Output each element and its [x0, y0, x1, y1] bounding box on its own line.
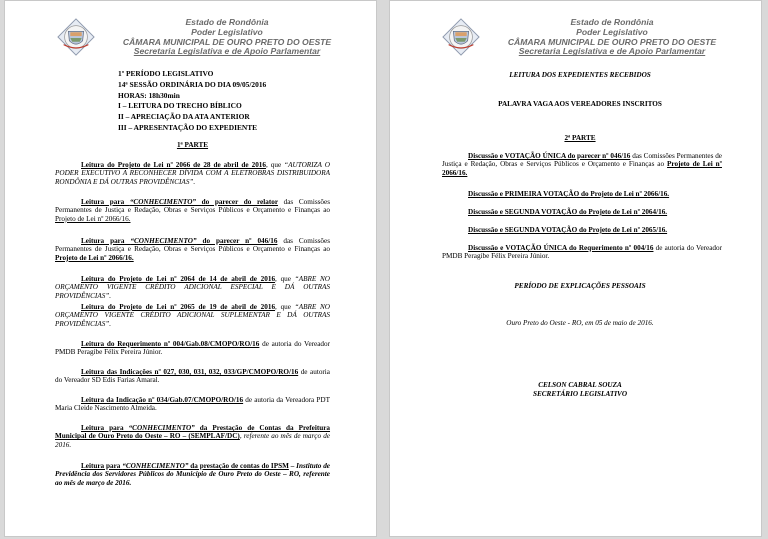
- letterhead: [57, 18, 357, 60]
- agenda-item: Leitura para “CONHECIMENTO” da Prestação de Contas da Prefeitura Municipal de Ouro Preto do Oeste – RO – (SEMPLAF/DC), referente ao mês de março de 2016.: [55, 424, 331, 449]
- reading-title: LEITURA DOS EXPEDIENTES RECEBIDOS: [509, 71, 651, 79]
- header-secretariat: Secretaria Legislativa e de Apoio Parlamentar: [518, 46, 706, 57]
- agenda-item: Leitura do Projeto de Lei nº 2065 de 19 de abril de 2016, que “ABRE NO ORÇAMENTO VIGENTE CRÉDITO ADICIONAL SUPLEMENTAR E DÁ OUTRAS PROVIDÊNCIAS”.: [55, 303, 330, 328]
- agenda-item: Leitura do Projeto de Lei nº 2066 de 28 de abril de 2016, que “AUTORIZA O PODER EXECUTIVO A RECONHECER DÍVIDA COM A ELETROBRAS DISTRIBUIDORA RONDÔNIA E DÁ OUTRAS PROVIDÊNCIAS”.: [55, 161, 330, 186]
- agenda-item: Leitura para “CONHECIMENTO” do parecer do relator das Comissões Permanentes de Justiça e Redação, Obras e Serviços Públicos e Orçamento e Finanças ao Projeto de Lei nº 2066/16.: [55, 198, 331, 223]
- municipal-seal-icon: [442, 18, 480, 56]
- header-chamber: CÂMARA MUNICIPAL DE OURO PRETO DO OESTE: [122, 36, 332, 47]
- header-power: Poder Legislativo: [576, 26, 648, 37]
- session-line: III – APRESENTAÇÃO DO EXPEDIENTE: [118, 122, 258, 132]
- header-secretariat: Secretaria Legislativa e de Apoio Parlamentar: [133, 46, 321, 57]
- part-2-title: 2ª PARTE: [564, 134, 596, 142]
- agenda-item: Leitura da Indicação nº 034/Gab.07/CMOPO/RO/16 de autoria da Vereadora PDT Maria Cleide Nascimento Almeida.: [55, 396, 330, 413]
- session-line: 14ª SESSÃO ORDINÁRIA DO DIA 09/05/2016: [118, 79, 267, 89]
- session-line: 1º PERÍODO LEGISLATIVO: [118, 69, 214, 78]
- agenda-item: Discussão e SEGUNDA VOTAÇÃO do Projeto de Lei nº 2065/16.: [468, 226, 668, 234]
- signer-name: CELSON CABRAL SOUZA: [538, 381, 622, 389]
- agenda-item: Discussão e VOTAÇÃO ÚNICA do parecer nº 046/16 das Comissões Permanentes de Justiça e Redação, Obras e Serviços Públicos e Orçamento e Finanças ao Projeto de Lei nº 2066/16.: [442, 152, 722, 177]
- agenda-item: Leitura para “CONHECIMENTO” da prestação de contas do IPSM – Instituto de Previdência dos Servidores Públicos do Município de Ouro Preto do Oeste – RO, referente ao mês de março de 2016.: [55, 462, 330, 487]
- signer-role: SECRETÁRIO LEGISLATIVO: [532, 389, 628, 398]
- agenda-item: Leitura das Indicações nº 027, 030, 031, 032, 033/GP/CMOPO/RO/16 de autoria do Vereador SD Edis Farias Amaral.: [55, 368, 330, 385]
- part-1-title: 1ª PARTE: [176, 141, 209, 149]
- document-page-1: [4, 0, 377, 537]
- header-state: Estado de Rondônia: [185, 17, 269, 27]
- agenda-item: Discussão e SEGUNDA VOTAÇÃO do Projeto de Lei nº 2064/16.: [468, 208, 668, 216]
- explanations-title: PERÍODO DE EXPLICAÇÕES PESSOAIS: [514, 282, 646, 290]
- date-line: Ouro Preto do Oeste - RO, em 05 de maio de 2016.: [506, 319, 654, 327]
- agenda-item: Leitura para “CONHECIMENTO” do parecer nº 046/16 das Comissões Permanentes de Justiça e Redação, Obras e Serviços Públicos e Orçamento e Finanças ao Projeto de Lei nº 2066/16.: [55, 237, 331, 262]
- session-info: [118, 69, 318, 134]
- session-line: HORAS: 18h30min: [118, 90, 180, 100]
- session-line: I – LEITURA DO TRECHO BÍBLICO: [118, 101, 242, 111]
- letterhead: [442, 18, 742, 60]
- word-title: PALAVRA VAGA AOS VEREADORES INSCRITOS: [498, 100, 662, 108]
- agenda-item: Discussão e PRIMEIRA VOTAÇÃO do Projeto de Lei nº 2066/16.: [468, 190, 670, 198]
- header-power: Poder Legislativo: [191, 26, 263, 37]
- agenda-item: Discussão e VOTAÇÃO ÚNICA do Requerimento nº 004/16 de autoria do Vereador PMDB Peragibe Félix Pereira Júnior.: [442, 244, 722, 261]
- session-line: II – APRECIAÇÃO DA ATA ANTERIOR: [118, 112, 250, 122]
- agenda-item: Leitura do Requerimento nº 004/Gab.08/CMOPO/RO/16 de autoria do Vereador PMDB Peragibe Félix Pereira Júnior.: [55, 340, 330, 357]
- agenda-item: Leitura do Projeto de Lei nº 2064 de 14 de abril de 2016, que “ABRE NO ORÇAMENTO VIGENTE CRÉDITO ADICIONAL ESPECIAL E DÁ OUTRAS PROVIDÊNCIAS”.: [55, 275, 330, 300]
- document-page-2: [389, 0, 762, 537]
- signature-block: [440, 381, 720, 398]
- header-state: Estado de Rondônia: [570, 17, 654, 27]
- header-chamber: CÂMARA MUNICIPAL DE OURO PRETO DO OESTE: [507, 36, 717, 47]
- municipal-seal-icon: [57, 18, 95, 56]
